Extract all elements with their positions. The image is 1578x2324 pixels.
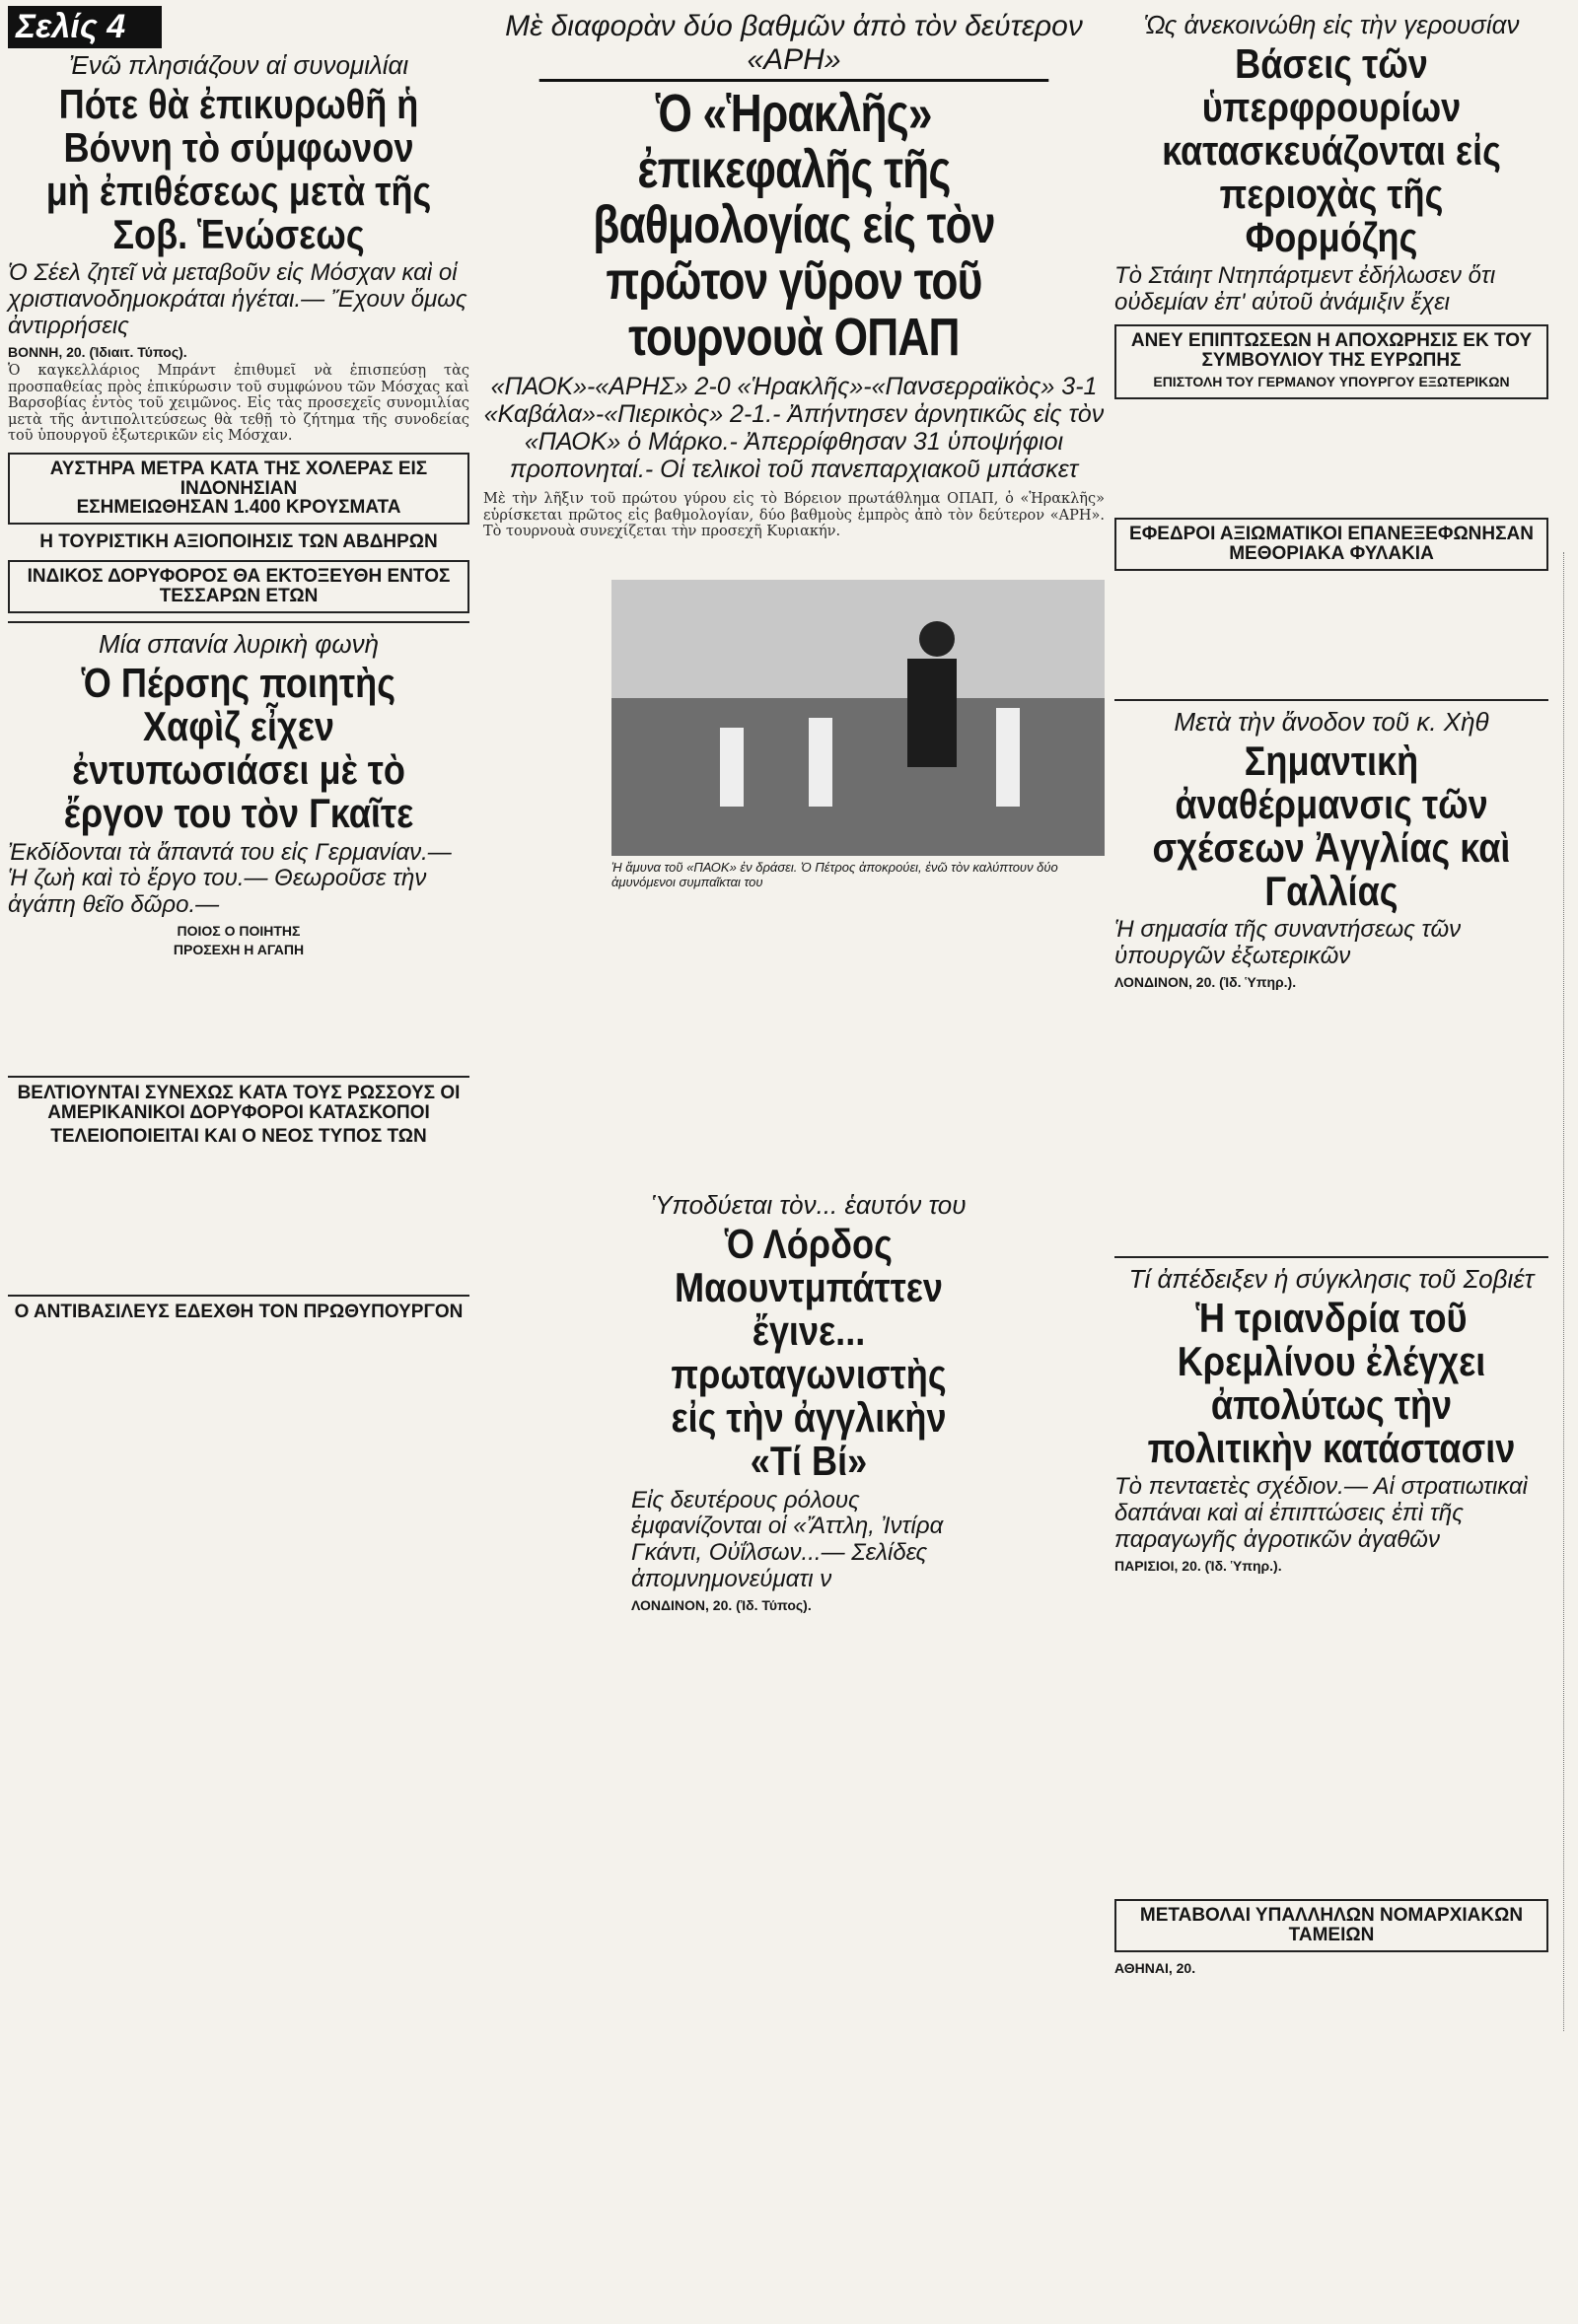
news-box: ΑΝΕΥ ΕΠΙΠΤΩΣΕΩΝ Η ΑΠΟΧΩΡΗΣΙΣ ΕΚ ΤΟΥ ΣΥΜΒΟΥΛΙΟΥ ΤΗΣ ΕΥΡΩΠΗΣ ΕΠΙΣΤΟΛΗ ΤΟΥ ΓΕΡΜΑΝΟΥ ΥΠΟΥΡΓΟΥ ΕΞΩΤΕΡΙΚΩΝ <box>1114 324 1548 399</box>
article-dateline: ΛΟΝΔΙΝΟΝ, 20. (Ἰδ. Τύπος). <box>631 1597 812 1614</box>
margin-strip <box>1563 552 1578 2031</box>
news-box-head: ΜΕΤΑΒΟΛΑΙ ΥΠΑΛΛΗΛΩΝ ΝΟΜΑΡΧΙΑΚΩΝ ΤΑΜΕΙΩΝ <box>1114 1899 1548 1952</box>
article-headline: ΒΕΛΤΙΟΥΝΤΑΙ ΣΥΝΕΧΩΣ ΚΑΤΑ ΤΟΥΣ ΡΩΣΣΟΥΣ ΟΙ ΑΜΕΡΙΚΑΝΙΚΟΙ ΔΟΡΥΦΟΡΟΙ ΚΑΤΑΣΚΟΠΟΙ <box>17 1083 461 1124</box>
article-kicker: Μετὰ τὴν ἄνοδον τοῦ κ. Χὴθ <box>1174 706 1489 737</box>
article-headline: Πότε θὰ ἐπικυρωθῆ ἡ Βόννη τὸ σύμφωνον μὴ ἐπιθέσεως μετὰ τῆς Σοβ. Ἑνώσεως <box>45 81 432 258</box>
left-column <box>8 0 469 1322</box>
right-column <box>1114 0 1548 1979</box>
article-deck: Ἐκδίδονται τὰ ἄπαντά του εἰς Γερμανίαν.— Ἡ ζωὴ καὶ τὸ ἔργο του.— Θεωροῦσε τὴν ἀγάπη θεῖο δῶρο.— <box>8 838 452 919</box>
article-deck: Ὁ Σέελ ζητεῖ νὰ μεταβοῦν εἰς Μόσχαν καὶ οἱ χριστιανοδημοκράται ἡγέται.— Ἔχουν ὅμως ἀντιρρήσεις <box>8 259 467 340</box>
section-subhead: ΠΟΙΟΣ Ο ΠΟΙΗΤΗΣ <box>177 923 301 940</box>
article-headline: Βάσεις τῶν ὑπερφρουρίων κατασκευάζονται εἰς περιοχὰς τῆς Φορμόζης <box>1162 40 1501 261</box>
news-box-head: Η ΤΟΥΡΙΣΤΙΚΗ ΑΞΙΟΠΟΙΗΣΙΣ ΤΩΝ ΑΒΔΗΡΩΝ <box>39 531 438 553</box>
article-dateline: ΛΟΝΔΙΝΟΝ, 20. (Ἰδ. Ὑπηρ.). <box>1114 974 1297 991</box>
article-dateline: ΑΘΗΝΑΙ, 20. <box>1114 1959 1196 1976</box>
article-dateline: ΠΑΡΙΣΙΟΙ, 20. (Ἰδ. Ὑπηρ.). <box>1114 1558 1282 1575</box>
article-deck: «ΠΑΟΚ»-«ΑΡΗΣ» 2-0 «Ἡρακλῆς»-«Πανσερραϊκὸς» 3-1 «Καβάλα»-«Πιερικὸς» 2-1.- Ἀπήντησεν ἀρνητικῶς εἰς τὸν «ΠΑΟΚ» ὁ Μάρκο.- Ἀπερρίφθησαν 31 ὑποψήφιοι προπονηταί.- Οἱ τελικοὶ τοῦ πανεπαρχιακοῦ μπάσκετ <box>483 373 1105 484</box>
article-subhead: ΤΕΛΕΙΟΠΟΙΕΙΤΑΙ ΚΑΙ Ο ΝΕΟΣ ΤΥΠΟΣ ΤΩΝ <box>50 1126 427 1148</box>
article-kicker: Ὡς ἀνεκοινώθη εἰς τὴν γερουσίαν <box>1143 10 1520 39</box>
article-deck: Τὸ πενταετὲς σχέδιον.— Αἱ στρατιωτικαὶ δαπάναι καὶ αἱ ἐπιπτώσεις ἐπὶ τῆς παραγωγῆς ἀγροτικῶν ἀγαθῶν <box>1114 1473 1529 1554</box>
article-body: Μὲ τὴν λῆξιν τοῦ πρώτου γύρου εἰς τὸ Βόρειον πρωτάθλημα ΟΠΑΠ, ὁ «Ἡρακλῆς» εὑρίσκεται πρῶτος εἰς βαθμολογίαν, δύο βαθμοὺς ἐμπρὸς ἀπὸ τὸν δεύτερον «ΑΡΗ». Τὸ τουρνουὰ συνεχίζεται τὴν προσεχῆ Κυριακήν. <box>483 491 1105 540</box>
football-photo <box>611 580 1105 856</box>
article-headline: Ὁ Πέρσης ποιητὴς Χαφὶζ εἶχεν ἐντυπωσιάσει μὲ τὸ ἔργον του τὸν Γκαῖτε <box>63 660 414 837</box>
article-headline: Ἡ τριανδρία τοῦ Κρεμλίνου ἐλέγχει ἀπολύτως τὴν πολιτικὴν κατάστασιν <box>1147 1295 1516 1472</box>
article-kicker: Ὑποδύεται τὸν... ἑαυτόν του <box>651 1190 967 1220</box>
news-box: ΑΥΣΤΗΡΑ ΜΕΤΡΑ ΚΑΤΑ ΤΗΣ ΧΟΛΕΡΑΣ ΕΙΣ ΙΝΔΟΝΗΣΙΑΝ ΕΣΗΜΕΙΩΘΗΣΑΝ 1.400 ΚΡΟΥΣΜΑΤΑ <box>8 453 469 526</box>
article-kicker: Ἐνῶ πλησιάζουν αἱ συνομιλίαι <box>68 50 409 80</box>
article-deck: Ἡ σημασία τῆς συναντήσεως τῶν ὑπουργῶν ἐξωτερικῶν <box>1114 916 1462 970</box>
article-dateline: ΒΟΝΝΗ, 20. (Ἰδιαιτ. Τύπος). <box>8 344 187 360</box>
photo-caption: Ἡ ἄμυνα τοῦ «ΠΑΟΚ» ἐν δράσει. Ὁ Πέτρος ἀποκρούει, ἐνῶ τὸν καλύπτουν δύο ἀμυνόμενοι συμπαῖκται του <box>611 859 1058 889</box>
article-headline: Ὁ «Ἡρακλῆς» ἐπικεφαλῆς τῆς βαθμολογίας εἰς τὸν πρῶτον γῦρον τοῦ τουρνουὰ ΟΠΑΠ <box>539 79 1049 365</box>
article-headline: Ο ΑΝΤΙΒΑΣΙΛΕΥΣ ΕΔΕΧΘΗ ΤΟΝ ΠΡΩΘΥΠΟΥΡΓΟΝ <box>14 1302 464 1323</box>
news-box-head: ΕΦΕΔΡΟΙ ΑΞΙΩΜΑΤΙΚΟΙ ΕΠΑΝΕΞΕΦΩΝΗΣΑΝ ΜΕΘΟΡΙΑΚΑ ΦΥΛΑΚΙΑ <box>1114 518 1548 571</box>
article-body: Ὁ καγκελλάριος Μπράντ ἐπιθυμεῖ νὰ ἐπισπεύσῃ τὰς προσπαθείας πρὸς ἐπικύρωσιν τοῦ συμφώνου τῶν Μόσχας καὶ Βαρσοβίας ἐντὸς τοῦ χειμῶνος. Εἰς τὰς προσεχεῖς συνομιλίας μετὰ τῆς ἀντιπολιτεύσεως θὰ τεθῇ τὸ ζήτημα τῆς συνοδείας τοῦ ὑπουργοῦ ἐξωτερικῶν εἰς Μόσχαν. <box>8 363 469 445</box>
page-logo: Σελίς 4 <box>8 6 162 48</box>
bottom-article <box>631 1188 986 1616</box>
article-headline: Σημαντικὴ ἀναθέρμανσις τῶν σχέσεων Ἀγγλίας καὶ Γαλλίας <box>1152 737 1511 915</box>
article-kicker: Τί ἀπέδειξεν ἡ σύγκλησις τοῦ Σοβιέτ <box>1128 1264 1535 1295</box>
article-headline: Ὁ Λόρδος Μαουντμπάττεν ἔγινε... πρωταγωνιστὴς εἰς τὴν ἀγγλικὴν «Τί Βί» <box>671 1221 947 1485</box>
article-deck: Τὸ Στάιητ Ντηπάρτμεντ ἐδήλωσεν ὅτι οὐδεμίαν ἐπ' αὐτοῦ ἀνάμιξιν ἔχει <box>1114 262 1496 317</box>
article-kicker: Μὲ διαφορὰν δύο βαθμῶν ἀπὸ τὸν δεύτερον «ΑΡΗ» <box>505 10 1083 76</box>
article-deck: Εἰς δευτέρους ρόλους ἐμφανίζονται οἱ «Ἄττλη, Ἰντίρα Γκάντι, Οὐΐλσων...— Σελίδες ἀπομνημονεύματι ν <box>631 1486 944 1593</box>
article-kicker: Μία σπανία λυρικὴ φωνὴ <box>98 629 380 660</box>
news-box-head: ΙΝΔΙΚΟΣ ΔΟΡΥΦΟΡΟΣ ΘΑ ΕΚΤΟΞΕΥΘΗ ΕΝΤΟΣ ΤΕΣΣΑΡΩΝ ΕΤΩΝ <box>8 560 469 613</box>
center-column <box>483 0 1105 1614</box>
section-subhead: ΠΡΟΣΕΧΗ Η ΑΓΑΠΗ <box>173 942 305 958</box>
